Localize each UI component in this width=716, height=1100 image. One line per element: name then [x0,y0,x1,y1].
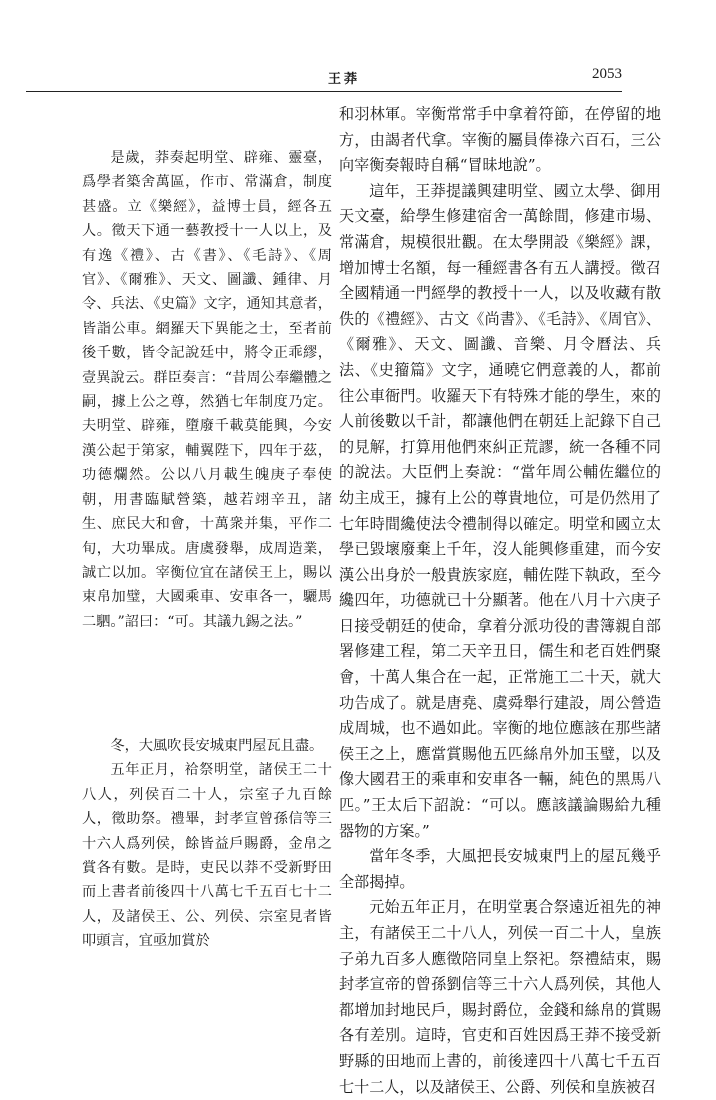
running-header [26,62,622,92]
translation-paragraph: 和羽林軍。宰衡常常手中拿着符節，在停留的地方，由謁者代拿。宰衡的屬員俸祿六百石，三公向宰衡奏報時自稱“冒昧地說”。 [339,105,661,175]
original-paragraph: 五年正月，祫祭明堂，諸侯王二十八人，列侯百二十人，宗室子九百餘人，徵助祭。禮畢，封孝宣曾孫信等三十六人爲列侯，餘皆益戶賜爵，金帛之賞各有數。是時，吏民以莽不受新野田而上書者前後四十八萬七千五百七十二人，及諸侯王、公、列侯、宗室見者皆叩頭言，宜亟加賞於 [82,762,332,950]
translation-column [339,102,661,1100]
header-rule [26,91,622,92]
original-paragraph: 冬，大風吹長安城東門屋瓦且盡。 [110,738,324,754]
translation-paragraph: 元始五年正月，在明堂裏合祭遠近祖先的神主，有諸侯王二十八人，列侯一百二十人，皇族子弟九百多人應徵陪同皇上祭祀。祭禮結束，賜封孝宣帝的曾孫劉信等三十六人爲列侯，其他人都增加封地民戶，賜封爵位，金錢和絲帛的賞賜各有差別。這時，官吏和百姓因爲王莽不接受新野縣的田地而上書的，前後達四十八萬七千五百七十二人，以及諸侯王、公爵、列侯和皇族被召 [339,898,661,1096]
original-text-block-2 [82,734,332,954]
translation-paragraph: 當年冬季，大風把長安城東門上的屋瓦幾乎全部揭掉。 [339,847,661,891]
original-text-block-1 [82,146,332,634]
page-number: 2053 [592,66,622,82]
translation-paragraph: 這年，王莽提議興建明堂、國立太學、御用天文臺，給學生修建宿舍一萬餘間，修建市場、常滿倉，規模很壯觀。在太學開設《樂經》課，增加博士名額，每一種經書各有五人講授。徵召全國精通一門經學的教授十一人，以及收藏有散佚的《禮經》、古文《尚書》、《毛詩》、《周官》、《爾雅》、天文、圖讖、音樂、月令曆法、兵法、《史籀篇》文字，通曉它們意義的人，都前往公車衙門。收羅天下有特殊才能的學生，來的人前後數以千計，都讓他們在朝廷上記錄下自己的見解，打算用他們來糾正荒謬，統一各種不同的說法。大臣們上奏說：“當年周公輔佐繼位的幼主成王，據有上公的尊貴地位，可是仍然用了七年時間纔使法令禮制得以確定。明堂和國立太學已毀壞廢棄上千年，沒人能興修重建，而今安漢公出身於一般貴族家庭，輔佐陛下執政，至今纔四年，功德就已十分顯著。他在八月十六庚子日接受朝廷的使命，拿着分派功役的書簿親自部署修建工程，第二天辛丑日，儒生和老百姓們聚會，十萬人集合在一起，正常施工二十天，就大功告成了。就是唐堯、虞舜舉行建設，周公營造成周城，也不過如此。宰衡的地位應該在那些諸侯王之上，應當賞賜他五匹絲帛外加玉璧，以及像大國君王的乘車和安車各一輛，純色的黑馬八匹。”王太后下詔說：“可以。應該議論賜給九種器物的方案。” [339,181,661,840]
original-paragraph: 是歲，莽奏起明堂、辟雍、靈臺，爲學者築舍萬區，作市、常滿倉，制度甚盛。立《樂經》，益博士員，經各五人。徵天下通一藝教授十一人以上，及有逸《禮》、古《書》、《毛詩》、《周官》、《爾雅》、天文、圖讖、鍾律、月令、兵法、《史篇》文字，通知其意者，皆詣公車。網羅天下異能之士，至者前後千數，皆令記說廷中，將令正乖繆，壹異說云。群臣奏言：“昔周公奉繼體之嗣，據上公之尊，然猶七年制度乃定。夫明堂、辟雍，墮廢千載莫能興，今安漢公起于第家，輔翼陛下，四年于茲，功德爛然。公以八月載生魄庚子奉使朝，用書臨賦營築，越若翊辛丑，諸生、庶民大和會，十萬衆并集，平作二旬，大功畢成。唐虞發舉，成周造業，誠亡以加。宰衡位宜在諸侯王上，賜以束帛加璧，大國乘車、安車各一，驪馬二駟。”詔曰：“可。其議九錫之法。” [82,150,332,630]
running-title: 王莽 [328,72,361,87]
